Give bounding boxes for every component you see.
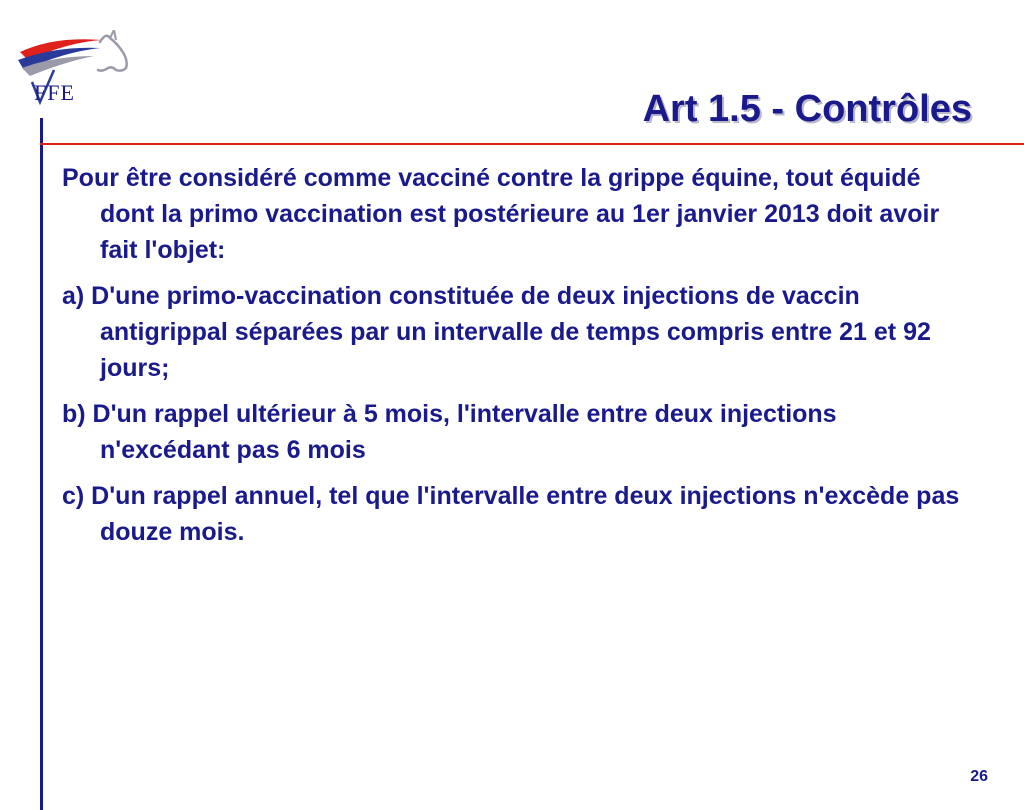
- paragraph-item-c: c) D'un rappel annuel, tel que l'intervalle entre deux injections n'excède pas douze mois.: [62, 482, 960, 546]
- slide-title: Art 1.5 - Contrôles: [642, 88, 972, 130]
- page-number: 26: [970, 768, 988, 785]
- paragraph-intro: Pour être considéré comme vacciné contre la grippe équine, tout équidé dont la primo vaccination est postérieure au 1er janvier 2013 doit avoir fait l'objet:: [62, 164, 940, 264]
- logo-text: FFE: [34, 80, 75, 105]
- paragraph-item-a: a) D'une primo-vaccination constituée de deux injections de vaccin antigrippal séparées par un intervalle de temps compris entre 21 et 92 jours;: [62, 282, 931, 382]
- paragraph-item-b: b) D'un rappel ultérieur à 5 mois, l'intervalle entre deux injections n'excédant pas 6 mois: [62, 400, 837, 464]
- vertical-divider: [40, 118, 43, 810]
- slide-body: [62, 160, 972, 560]
- title-underline: [40, 143, 1024, 145]
